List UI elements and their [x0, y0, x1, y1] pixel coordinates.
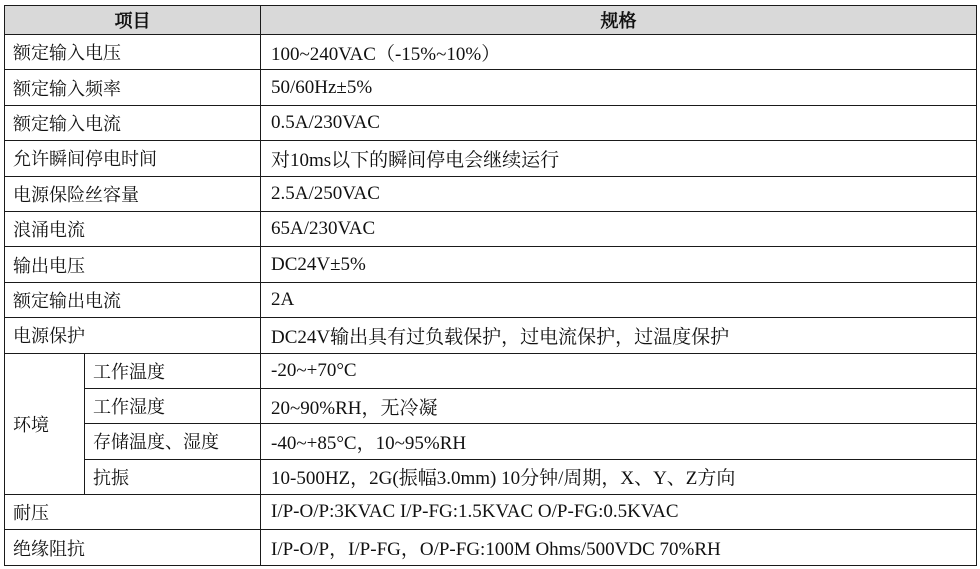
- row-spec: DC24V输出具有过负载保护，过电流保护，过温度保护: [261, 318, 977, 353]
- row-item: 存储温度、湿度: [85, 424, 261, 459]
- row-item: 绝缘阻抗: [5, 530, 261, 566]
- row-item: 浪涌电流: [5, 211, 261, 246]
- table-row: [5, 282, 977, 317]
- row-spec: 对10ms以下的瞬间停电会继续运行: [261, 141, 977, 176]
- header-item: 项目: [5, 6, 261, 35]
- row-spec: -20~+70°C: [261, 353, 977, 388]
- header-spec: 规格: [261, 6, 977, 35]
- table-row: [5, 388, 977, 423]
- table-row: [5, 459, 977, 494]
- table-row: [5, 318, 977, 353]
- row-item: 额定输入电压: [5, 35, 261, 70]
- table-row: [5, 141, 977, 176]
- row-item: 耐压: [5, 495, 261, 530]
- table-row: [5, 530, 977, 566]
- table-row: [5, 176, 977, 211]
- row-spec: DC24V±5%: [261, 247, 977, 282]
- row-spec: I/P-O/P，I/P-FG，O/P-FG:100M Ohms/500VDC 70%RH: [261, 530, 977, 566]
- table-row: [5, 353, 977, 388]
- row-spec: 65A/230VAC: [261, 211, 977, 246]
- row-spec: 10-500HZ，2G(振幅3.0mm) 10分钟/周期，X、Y、Z方向: [261, 459, 977, 494]
- row-item: 工作温度: [85, 353, 261, 388]
- row-item: 工作湿度: [85, 388, 261, 423]
- table-row: [5, 424, 977, 459]
- row-spec: 50/60Hz±5%: [261, 70, 977, 105]
- row-spec: 0.5A/230VAC: [261, 105, 977, 140]
- row-spec: 100~240VAC（-15%~10%）: [261, 35, 977, 70]
- row-item: 允许瞬间停电时间: [5, 141, 261, 176]
- row-item: 电源保险丝容量: [5, 176, 261, 211]
- row-item: 额定输出电流: [5, 282, 261, 317]
- row-item: 电源保护: [5, 318, 261, 353]
- row-item: 额定输入频率: [5, 70, 261, 105]
- table-row: [5, 105, 977, 140]
- row-spec: 2.5A/250VAC: [261, 176, 977, 211]
- table-row: [5, 247, 977, 282]
- table-row: [5, 35, 977, 70]
- header-row: [5, 6, 977, 35]
- row-item: 输出电压: [5, 247, 261, 282]
- row-item: 额定输入电流: [5, 105, 261, 140]
- row-spec: 2A: [261, 282, 977, 317]
- row-spec: -40~+85°C，10~95%RH: [261, 424, 977, 459]
- table-row: [5, 495, 977, 530]
- row-spec: I/P-O/P:3KVAC I/P-FG:1.5KVAC O/P-FG:0.5KVAC: [261, 495, 977, 530]
- table-row: [5, 70, 977, 105]
- row-spec: 20~90%RH，无冷凝: [261, 388, 977, 423]
- table-row: [5, 211, 977, 246]
- environment-group-label: 环境: [5, 353, 85, 495]
- spec-table: [4, 5, 977, 566]
- row-item: 抗振: [85, 459, 261, 494]
